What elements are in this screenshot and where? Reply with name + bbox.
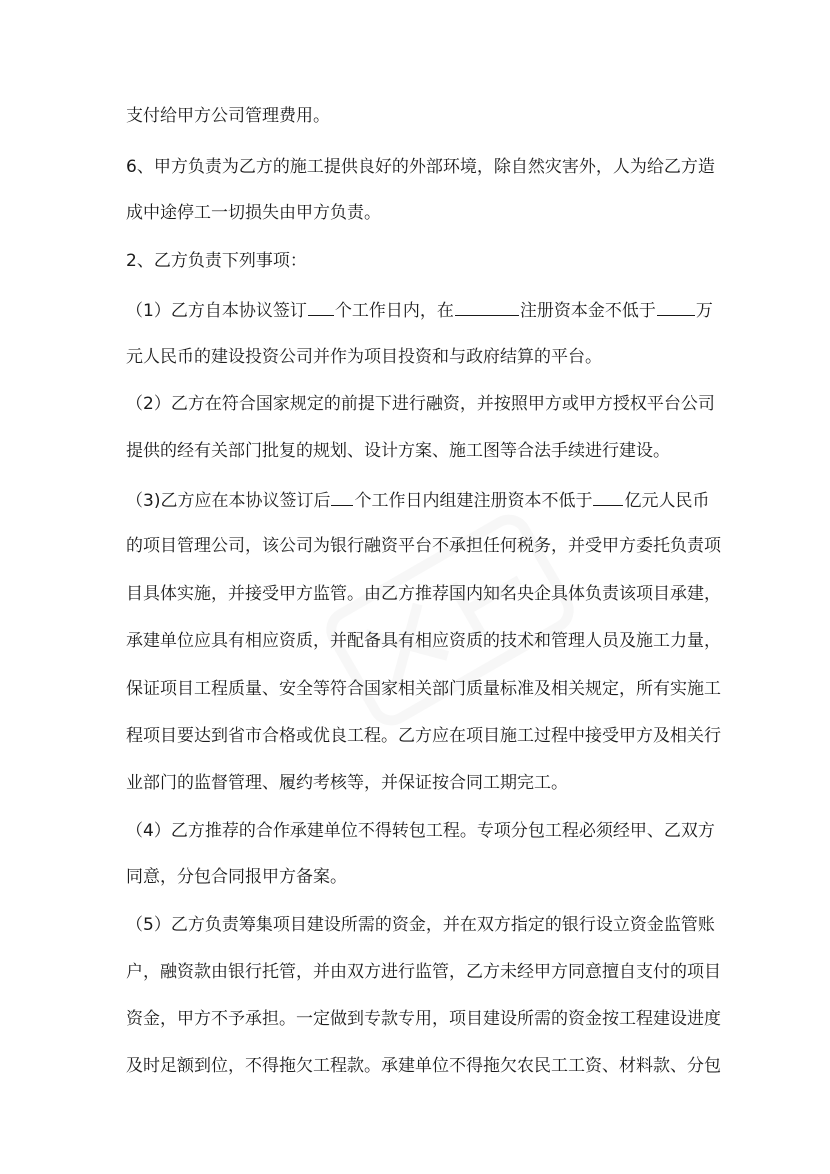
item-3-text-c: 亿元人民币 [624, 491, 710, 511]
item-3-line-7: 业部门的监督管理、履约考核等，并保证按合同工期完工。 [126, 773, 568, 793]
fill-blank-registered-capital[interactable] [593, 488, 623, 506]
item-5-line-3: 资金，甲方不予承担。一定做到专款专用，项目建设所需的资金按工程建设进度 [126, 1009, 721, 1029]
item-3-line-6: 程项目要达到省市合格或优良工程。乙方应在项目施工过程中接受甲方及相关行 [126, 726, 721, 746]
item-5-line-1: （5）乙方负责筹集项目建设所需的资金，并在双方指定的银行设立资金监管账 [126, 915, 715, 935]
item-4-line-1: （4）乙方推荐的合作承建单位不得转包工程。专项分包工程必须经甲、乙双方 [126, 821, 715, 841]
item-2-line-2: 提供的经有关部门批复的规划、设计方案、施工图等合法手续进行建设。 [126, 441, 670, 461]
item-3-line-5: 保证项目工程质量、安全等符合国家相关部门质量标准及相关规定，所有实施工 [126, 679, 721, 699]
item-1-text-a: （1）乙方自本协议签订 [126, 301, 307, 321]
clause-6-line-2: 成中途停工一切损失由甲方负责。 [126, 203, 381, 223]
fill-blank-workdays[interactable] [331, 488, 353, 506]
item-2-line-1: （2）乙方在符合国家规定的前提下进行融资，并按照甲方或甲方授权平台公司 [126, 394, 715, 414]
item-1-line-2: 元人民币的建设投资公司并作为项目投资和与政府结算的平台。 [126, 347, 602, 367]
item-4-line-2: 同意，分包合同报甲方备案。 [126, 867, 347, 887]
item-3-text-a: （3)乙方应在本协议签订后 [126, 491, 331, 511]
fill-blank-capital[interactable] [657, 298, 695, 316]
item-3-line-4: 承建单位应具有相应资质，并配备具有相应资质的技术和管理人员及施工力量， [126, 631, 721, 651]
item-1-text-d: 万 [695, 301, 713, 321]
fill-blank-days[interactable] [308, 298, 334, 316]
clause-6-line-1: 6、甲方负责为乙方的施工提供良好的外部环境，除自然灾害外，人为给乙方造 [126, 157, 715, 177]
item-1-text-c: 注册资本金不低于 [519, 301, 656, 321]
item-1-text-b: 个工作日内，在 [334, 301, 454, 321]
item-5-line-4: 及时足额到位，不得拖欠工程款。承建单位不得拖欠农民工工资、材料款、分包 [126, 1056, 721, 1076]
item-1-line-1 [126, 298, 713, 322]
item-3-line-2: 的项目管理公司，该公司为银行融资平台不承担任何税务，并受甲方委托负责项 [126, 536, 721, 556]
item-3-text-b: 个工作日内组建注册资本不低于 [354, 491, 593, 511]
section-2-heading: 2、乙方负责下列事项： [126, 251, 307, 271]
item-3-line-1 [126, 488, 709, 512]
paragraph-management-fee: 支付给甲方公司管理费用。 [126, 106, 330, 126]
item-3-line-3: 目具体实施，并接受甲方监管。由乙方推荐国内知名央企具体负责该项目承建， [126, 584, 721, 604]
item-5-line-2: 户，融资款由银行托管，并由双方进行监管，乙方未经甲方同意擅自支付的项目 [126, 962, 721, 982]
fill-blank-location[interactable] [455, 298, 519, 316]
